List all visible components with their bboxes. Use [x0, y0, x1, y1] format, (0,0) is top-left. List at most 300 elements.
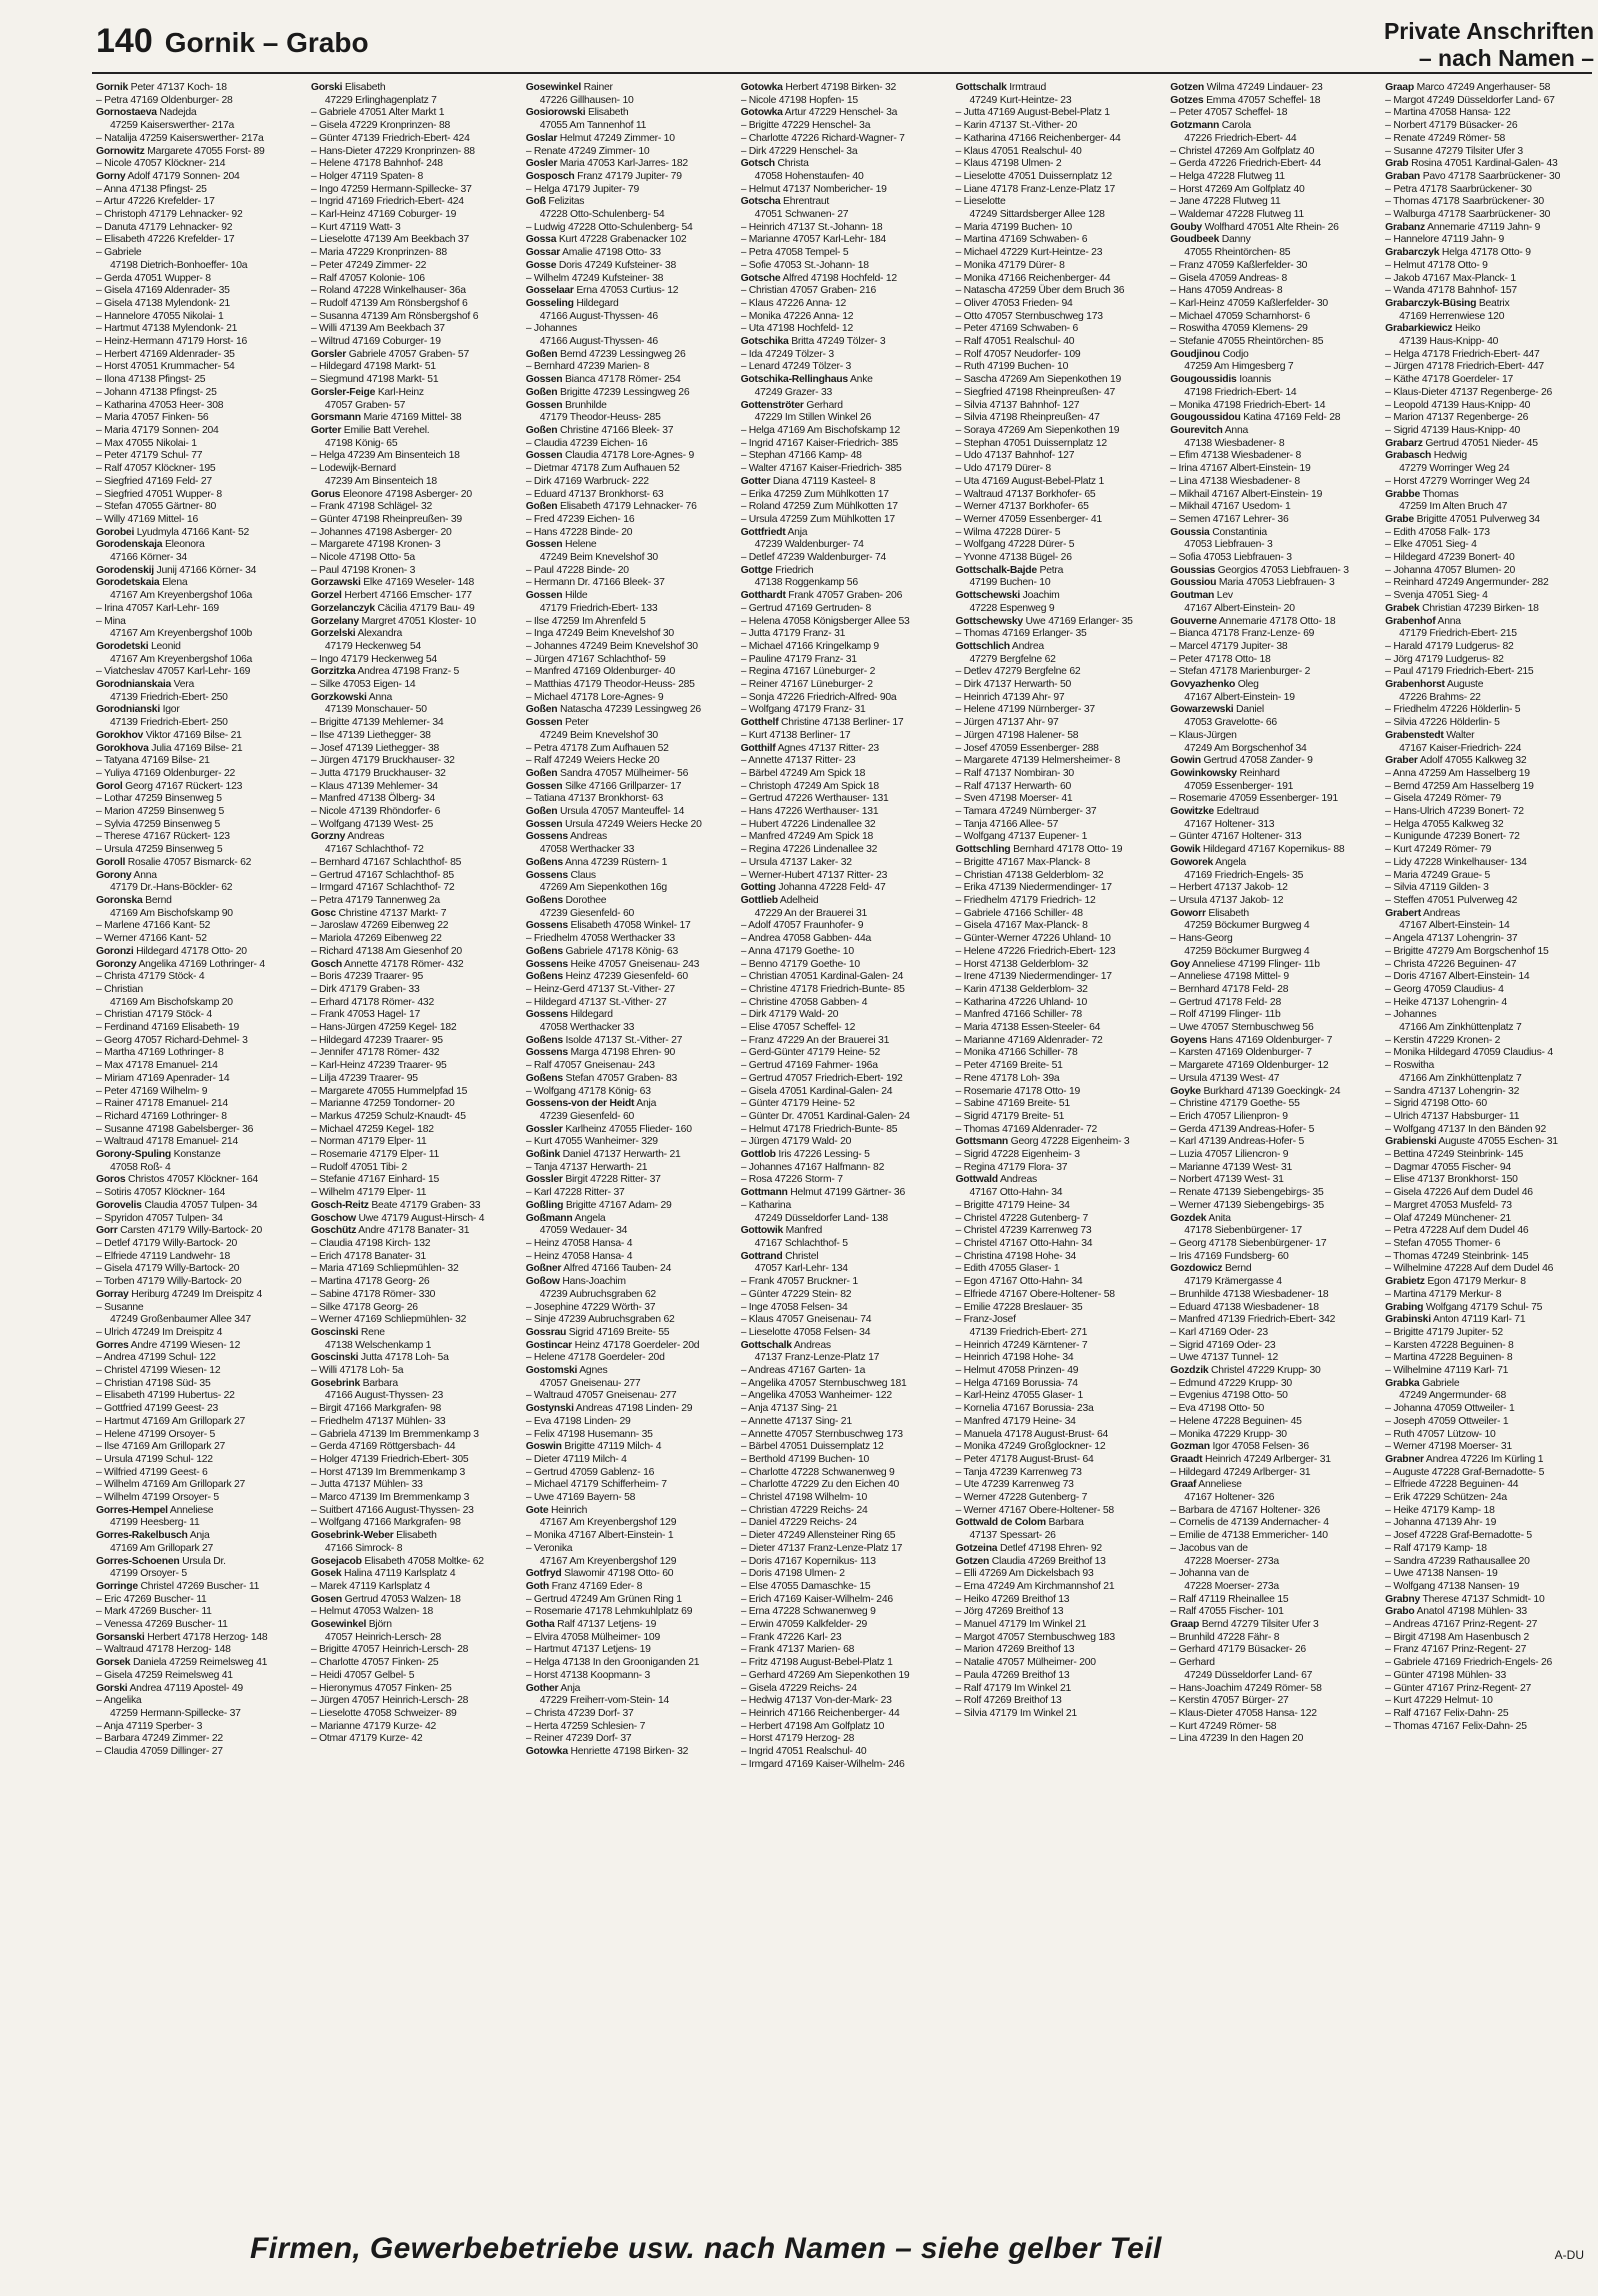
entry-details: – Thomas 47167 Felix-Dahn- 25: [1385, 1720, 1527, 1732]
directory-entry: [311, 857, 520, 870]
entry-details: – Harald 47179 Ludgerus- 82: [1385, 640, 1514, 652]
directory-entry: [1385, 946, 1594, 959]
directory-entry: [1385, 501, 1594, 514]
directory-entry: [1170, 717, 1379, 730]
directory-entry: [1170, 336, 1379, 349]
directory-entry: [311, 1543, 520, 1556]
directory-entry: [526, 819, 735, 832]
directory-entry: [1170, 349, 1379, 362]
entry-details: – Heiko 47269 Breithof 13: [955, 1593, 1070, 1605]
directory-entry: [1385, 1644, 1594, 1657]
entry-details: – Liane 47178 Franz-Lenze-Platz 17: [955, 183, 1116, 195]
entry-surname: Gorus: [310, 488, 341, 500]
entry-details: Rene: [360, 1326, 385, 1338]
entry-details: Beate 47179 Graben- 33: [371, 1199, 481, 1211]
directory-entry: [741, 387, 950, 400]
entry-details: Wilma 47249 Lindauer- 23: [1206, 82, 1323, 93]
directory-entry: [1170, 1187, 1379, 1200]
entry-details: Anja: [560, 1682, 581, 1694]
directory-entry: [526, 463, 735, 476]
entry-details: 47167 Am Kreyenbergshof 129: [539, 1517, 677, 1529]
entry-details: – Helmut 47058 Prinzen- 49: [955, 1365, 1079, 1377]
entry-details: Andreas: [1423, 907, 1460, 919]
directory-entry: [955, 946, 1164, 959]
entry-surname: Gottschewski: [955, 590, 1020, 602]
entry-details: – Oliver 47053 Frieden- 94: [955, 297, 1073, 309]
directory-entry: [955, 1047, 1164, 1060]
entry-surname: Goslar: [525, 132, 558, 144]
directory-entry: [741, 1378, 950, 1391]
directory-entry: [1170, 743, 1379, 756]
entry-details: – Wolfgang 47166 Markgrafen- 98: [310, 1517, 461, 1529]
directory-entry: [96, 196, 305, 209]
entry-details: 47228 Moerser- 273a: [1184, 1580, 1279, 1592]
entry-details: – Barbara de 47167 Holtener- 326: [1170, 1504, 1320, 1516]
directory-entry: [96, 1378, 305, 1391]
entry-details: 47169 Herrenwiese 120: [1399, 310, 1505, 322]
directory-entry: [311, 806, 520, 819]
directory-entry: [1170, 755, 1379, 768]
directory-entry: [741, 247, 950, 260]
directory-entry: [955, 997, 1164, 1010]
entry-details: – Bernhard 47178 Feld- 28: [1170, 983, 1289, 995]
entry-details: – Leopold 47139 Haus-Knipp- 40: [1385, 399, 1531, 411]
directory-entry: [96, 1479, 305, 1492]
entry-surname: Gosposch: [525, 170, 575, 182]
directory-entry: [526, 1670, 735, 1683]
directory-entry: [311, 1721, 520, 1734]
directory-entry: [311, 1035, 520, 1048]
entry-details: Angela: [1215, 856, 1246, 868]
entry-details: – Gisela 47229 Reichs- 24: [740, 1682, 857, 1694]
entry-details: – Elise 47057 Scheffel- 12: [740, 1022, 856, 1034]
directory-entry: [955, 1213, 1164, 1226]
entry-details: 47057 Graben- 57: [324, 399, 406, 411]
directory-entry: [955, 425, 1164, 438]
directory-entry: [526, 1162, 735, 1175]
directory-entry: [311, 1644, 520, 1657]
directory-entry: [1170, 1454, 1379, 1467]
entry-details: – Boris 47239 Traarer- 95: [310, 971, 424, 983]
directory-entry: [1170, 806, 1379, 819]
directory-entry: [96, 1733, 305, 1746]
directory-entry: [1170, 146, 1379, 159]
directory-entry: [741, 1543, 950, 1556]
entry-details: Igor 47058 Felsen- 36: [1212, 1441, 1309, 1453]
entry-details: 47179 Theodor-Heuss- 285: [539, 412, 661, 424]
directory-entry: [955, 920, 1164, 933]
directory-entry: [741, 234, 950, 247]
directory-entry: [526, 1327, 735, 1340]
entry-details: – Inga 47249 Beim Knevelshof 30: [525, 628, 674, 640]
directory-entry: [741, 1136, 950, 1149]
directory-entry: [526, 1429, 735, 1442]
entry-details: – Herbert 47169 Aldenrader- 35: [96, 348, 235, 360]
directory-entry: [526, 730, 735, 743]
entry-surname: Gorzelany: [310, 615, 359, 627]
entry-details: – Therese 47167 Rückert- 123: [96, 831, 230, 843]
entry-details: – Marion 47269 Breithof 13: [955, 1644, 1075, 1656]
entry-details: Anita: [1208, 1212, 1231, 1224]
entry-details: Daniela 47259 Reimelsweg 41: [132, 1657, 268, 1669]
entry-surname: Grabarz: [1385, 437, 1423, 449]
entry-details: – Karl-Heinz 47055 Glaser- 1: [955, 1390, 1084, 1402]
entry-details: 47199 Heesberg- 11: [110, 1517, 200, 1529]
directory-entry: [1385, 1632, 1594, 1645]
entry-details: 47167 Am Kreyenbergshof 106a: [110, 590, 253, 602]
directory-entry: [1170, 1035, 1379, 1048]
entry-details: 47166 Am Zinkhüttenplatz 7: [1399, 1022, 1522, 1034]
entry-details: – Marianne 47179 Kurze- 42: [310, 1720, 437, 1732]
directory-entry: [955, 1657, 1164, 1670]
entry-details: – Frank 47053 Hagel- 17: [310, 1009, 421, 1021]
entry-details: – Marek 47119 Karlsplatz 4: [310, 1580, 431, 1592]
entry-details: – Werner 47228 Gutenberg- 7: [955, 1492, 1088, 1504]
directory-entry: [1385, 1568, 1594, 1581]
directory-entry: [741, 514, 950, 527]
directory-entry: [955, 1670, 1164, 1683]
entry-surname: Goudbeek: [1170, 234, 1220, 246]
entry-details: – Rene 47178 Loh- 39a: [955, 1072, 1060, 1084]
listing-column-1: [96, 82, 305, 2224]
entry-surname: Gourevitch: [1170, 424, 1223, 436]
entry-surname: Gossler: [525, 1174, 563, 1186]
entry-surname: Goßens: [525, 971, 563, 983]
directory-entry: [955, 933, 1164, 946]
entry-details: – Siegfried 47169 Feld- 27: [96, 475, 212, 487]
entry-details: Helene: [564, 539, 597, 551]
directory-entry: [1385, 1441, 1594, 1454]
directory-entry: [526, 349, 735, 362]
entry-details: Franz 47169 Eder- 8: [551, 1580, 643, 1592]
entry-details: – Christa 47226 Beguinen- 47: [1385, 958, 1517, 970]
directory-entry: [1170, 1733, 1379, 1746]
entry-details: – Fritz 47198 August-Bebel-Platz 1: [740, 1657, 893, 1669]
entry-details: – Hans 47059 Andreas- 8: [1170, 285, 1283, 297]
entry-surname: Goussia: [1170, 526, 1210, 538]
directory-entry: [96, 1543, 305, 1556]
directory-entry: [741, 285, 950, 298]
directory-entry: [955, 158, 1164, 171]
entry-surname: Goronska: [96, 895, 143, 906]
directory-entry: [741, 1759, 950, 1772]
entry-surname: Goros: [96, 1174, 126, 1186]
entry-surname: Gossens: [525, 1009, 568, 1021]
directory-entry: [1170, 247, 1379, 260]
directory-entry: [955, 247, 1164, 260]
directory-entry: [1385, 1530, 1594, 1543]
directory-entry: [955, 1606, 1164, 1619]
directory-entry: [1385, 1594, 1594, 1607]
entry-details: 47239 Giesenfeld- 60: [539, 1110, 635, 1122]
entry-details: – Regina 47226 Lindenallee 32: [740, 844, 878, 856]
entry-details: – Kurt 47249 Römer- 58: [1170, 1720, 1277, 1732]
directory-entry: [526, 95, 735, 108]
directory-entry: [96, 603, 305, 616]
entry-details: Anneliese: [1198, 1479, 1242, 1491]
entry-details: 47229 Erlinghagenplatz 7: [324, 94, 437, 106]
entry-surname: Gotsche: [740, 272, 781, 284]
directory-entry: [311, 514, 520, 527]
entry-details: – Christel 47167 Otto-Hahn- 34: [955, 1237, 1093, 1249]
entry-details: Birgit 47228 Ritter- 37: [565, 1174, 661, 1186]
directory-entry: [311, 641, 520, 654]
directory-entry: [1385, 844, 1594, 857]
entry-details: – Ralf 47167 Felix-Dahn- 25: [1385, 1708, 1509, 1719]
directory-entry: [741, 539, 950, 552]
directory-entry: [311, 1416, 520, 1429]
directory-entry: [955, 1454, 1164, 1467]
directory-entry: [311, 920, 520, 933]
directory-entry: [311, 908, 520, 921]
directory-entry: [955, 577, 1164, 590]
entry-details: Anja: [189, 1530, 210, 1542]
entry-surname: Gotowka: [525, 1746, 568, 1758]
directory-entry: [311, 793, 520, 806]
directory-entry: [526, 273, 735, 286]
directory-entry: [311, 755, 520, 768]
entry-details: Bianca 47178 Römer- 254: [564, 374, 681, 386]
entry-details: – Claudia 47239 Eichen- 16: [525, 437, 648, 449]
entry-surname: Goßen: [525, 386, 558, 398]
directory-entry: [1385, 82, 1594, 95]
directory-entry: [311, 717, 520, 730]
entry-details: – Tamara 47249 Nürnberger- 37: [955, 806, 1097, 818]
directory-entry: [96, 1314, 305, 1327]
entry-details: – Dirk 47169 Warbruck- 222: [525, 475, 649, 487]
entry-details: – Erika 47139 Niedermendinger- 17: [955, 882, 1112, 894]
entry-details: – Sascha 47269 Am Siepenkothen 19: [955, 374, 1122, 386]
entry-details: – Helga 47138 In den Grooniganden 21: [525, 1657, 700, 1669]
directory-entry: [311, 222, 520, 235]
entry-details: Hildegard 47178 Otto- 20: [136, 945, 247, 957]
entry-details: – Heinrich 47198 Hohe- 34: [955, 1352, 1074, 1364]
directory-entry: [311, 450, 520, 463]
directory-entry: [526, 514, 735, 527]
entry-details: – Regina 47167 Lüneburger- 2: [740, 666, 876, 678]
entry-details: 47167 Am Kreyenbergshof 129: [539, 1555, 677, 1567]
directory-entry: [311, 527, 520, 540]
entry-details: 47279 Bergfelne 62: [969, 653, 1056, 665]
entry-details: – Wilhelmine 47228 Auf dem Dudel 46: [1385, 1263, 1554, 1275]
directory-entry: [1170, 400, 1379, 413]
entry-details: – Elisabeth 47199 Hubertus- 22: [96, 1390, 235, 1402]
entry-details: Adolf 47055 Kalkweg 32: [1419, 755, 1527, 767]
directory-entry: [1170, 1352, 1379, 1365]
entry-surname: Gotthelf: [740, 717, 779, 729]
directory-entry: [311, 1517, 520, 1530]
directory-entry: [955, 590, 1164, 603]
directory-entry: [1170, 679, 1379, 692]
entry-details: – Edith 47055 Glaser- 1: [955, 1263, 1060, 1275]
entry-details: – Detlef 47239 Waldenburger- 74: [740, 552, 887, 564]
directory-entry: [741, 1225, 950, 1238]
directory-entry: [311, 311, 520, 324]
directory-entry: [311, 171, 520, 184]
entry-details: – Karl 47228 Ritter- 37: [525, 1187, 625, 1199]
entry-details: Andrea 47226 Im Kürling 1: [1425, 1453, 1544, 1465]
directory-entry: [311, 1124, 520, 1137]
entry-details: – Gabriele 47051 Alter Markt 1: [310, 107, 445, 119]
directory-entry: [741, 679, 950, 692]
directory-entry: [741, 1695, 950, 1708]
entry-details: 47057 Gneisenau- 277: [539, 1377, 641, 1389]
entry-details: – Ursula 47199 Schul- 122: [96, 1453, 213, 1465]
directory-entry: [1385, 539, 1594, 552]
directory-entry: [526, 285, 735, 298]
entry-details: – Doris 47167 Albert-Einstein- 14: [1385, 971, 1530, 983]
directory-entry: [741, 1213, 950, 1226]
directory-entry: [526, 400, 735, 413]
entry-details: 47167 Albert-Einstein- 19: [1184, 691, 1295, 703]
entry-surname: Gozdowicz: [1170, 1263, 1223, 1275]
directory-entry: [1170, 1505, 1379, 1518]
directory-entry: [526, 1479, 735, 1492]
entry-details: – Lieselotte 47058 Schweizer- 89: [310, 1708, 457, 1719]
directory-entry: [526, 590, 735, 603]
directory-entry: [1170, 1403, 1379, 1416]
directory-entry: [96, 882, 305, 895]
directory-entry: [526, 577, 735, 590]
directory-entry: [741, 1352, 950, 1365]
directory-entry: [1170, 959, 1379, 972]
directory-entry: [741, 260, 950, 273]
directory-entry: [1385, 679, 1594, 692]
entry-details: – Tatiana 47137 Bronkhorst- 63: [525, 793, 664, 805]
entry-details: – Christina 47198 Hohe- 34: [955, 1250, 1077, 1262]
directory-entry: [1170, 984, 1379, 997]
directory-entry: [1385, 184, 1594, 197]
directory-entry: [96, 666, 305, 679]
entry-details: – Berthold 47199 Buchen- 10: [740, 1453, 870, 1465]
entry-details: 47167 Schlachthof- 72: [324, 844, 424, 856]
entry-details: Ursula 47057 Manteuffel- 14: [560, 806, 685, 818]
entry-surname: Grabarczyk: [1385, 247, 1440, 259]
directory-entry: [1385, 133, 1594, 146]
entry-details: Elisabeth 47058 Winkel- 17: [570, 920, 691, 932]
directory-entry: [311, 819, 520, 832]
entry-details: Slawomir 47198 Otto- 60: [564, 1568, 674, 1580]
directory-entry: [1170, 273, 1379, 286]
directory-entry: [526, 1632, 735, 1645]
entry-surname: Gorodenskij: [96, 564, 154, 576]
entry-details: – Werner 47137 Borkhofer- 65: [955, 501, 1089, 513]
entry-details: Elisabeth 47058 Moltke- 62: [364, 1555, 484, 1567]
entry-details: – Martha 47169 Lothringer- 8: [96, 1047, 224, 1059]
entry-details: 47269 Am Siepenkothen 16g: [539, 882, 667, 894]
entry-details: – Claudia 47198 Kirch- 132: [310, 1237, 431, 1249]
directory-entry: [1170, 438, 1379, 451]
directory-entry: [1385, 1174, 1594, 1187]
directory-entry: [96, 628, 305, 641]
entry-details: – Wiltrud 47169 Coburger- 19: [310, 336, 441, 348]
footer-note: Firmen, Gewerbebetriebe usw. nach Namen – siehe gelber Teil: [250, 2232, 1162, 2265]
directory-entry: [96, 1429, 305, 1442]
entry-surname: Goschow: [310, 1212, 356, 1224]
entry-details: – Andreas 47167 Prinz-Regent- 27: [1385, 1619, 1538, 1631]
entry-details: 47179 Dr.-Hans-Böckler- 62: [110, 882, 233, 894]
entry-details: – Johanna van de: [1170, 1568, 1249, 1580]
entry-details: 47167 Am Kreyenbergshof 106a: [110, 653, 253, 665]
entry-details: – Mark 47269 Buscher- 11: [96, 1606, 212, 1618]
entry-details: – Klaus 47198 Ulmen- 2: [955, 158, 1062, 170]
entry-details: – Manfred 47179 Heine- 34: [955, 1415, 1076, 1427]
entry-surname: Grabinski: [1385, 1314, 1431, 1326]
entry-details: Eleonore 47198 Asberger- 20: [342, 488, 472, 500]
directory-entry: [311, 1213, 520, 1226]
directory-entry: [96, 565, 305, 578]
directory-entry: [1170, 704, 1379, 717]
directory-entry: [741, 997, 950, 1010]
entry-details: – Gisela 47138 Mylendonk- 21: [96, 297, 230, 309]
entry-details: – Ida 47249 Tölzer- 3: [740, 348, 834, 360]
directory-entry: [526, 133, 735, 146]
entry-surname: Gossen: [525, 539, 563, 551]
directory-entry: [311, 1060, 520, 1073]
entry-details: – Bianca 47178 Franz-Lenze- 69: [1170, 628, 1315, 640]
directory-entry: [1385, 616, 1594, 629]
entry-details: – Marianne 47139 West- 31: [1170, 1161, 1293, 1173]
entry-surname: Gorzel: [310, 590, 342, 602]
entry-details: – Markus 47259 Schulz-Knaudt- 45: [310, 1110, 466, 1122]
entry-details: Claudia 47057 Tulpen- 34: [144, 1199, 258, 1211]
entry-details: – Marianne 47169 Aldenrader- 72: [955, 1034, 1103, 1046]
entry-surname: Gosseling: [525, 297, 574, 309]
directory-entry: [741, 1530, 950, 1543]
directory-entry: [741, 552, 950, 565]
directory-entry: [1170, 1721, 1379, 1734]
directory-entry: [311, 933, 520, 946]
entry-details: Joachim: [1022, 590, 1060, 602]
entry-details: – Doris 47198 Ulmen- 2: [740, 1568, 845, 1580]
directory-entry: [96, 717, 305, 730]
directory-entry: [526, 1441, 735, 1454]
entry-details: 47139 Monschauer- 50: [324, 704, 427, 716]
entry-surname: Grabenhorst: [1385, 679, 1445, 691]
entry-surname: Gotfryd: [525, 1568, 562, 1580]
entry-details: – Sotiris 47057 Klöckner- 164: [96, 1187, 226, 1199]
entry-surname: Goronzi: [96, 945, 134, 957]
entry-details: 47167 Kaiser-Friedrich- 224: [1399, 742, 1522, 754]
entry-surname: Gottge: [740, 564, 773, 576]
directory-entry: [96, 1009, 305, 1022]
directory-entry: [1170, 171, 1379, 184]
entry-details: Gabriele 47057 Graben- 57: [348, 348, 469, 360]
entry-details: 47169 Am Bischofskamp 90: [110, 907, 233, 919]
entry-details: – Sofie 47053 St.-Johann- 18: [740, 259, 869, 271]
entry-details: – Georg 47059 Claudius- 4: [1385, 983, 1504, 995]
directory-entry: [741, 946, 950, 959]
directory-entry: [311, 1327, 520, 1340]
entry-details: Rainer: [583, 82, 613, 93]
directory-entry: [1170, 209, 1379, 222]
entry-details: – Hartmut 47138 Mylendonk- 21: [96, 323, 238, 335]
directory-entry: [311, 1568, 520, 1581]
directory-entry: [1170, 603, 1379, 616]
directory-entry: [526, 641, 735, 654]
entry-details: Brigitte 47239 Lessingweg 26: [560, 386, 690, 398]
directory-entry: [955, 107, 1164, 120]
entry-details: – Rosa 47226 Storm- 7: [740, 1174, 843, 1186]
entry-details: – Willy 47169 Mittel- 16: [96, 513, 198, 525]
entry-details: – Ralf 47249 Weiers Hecke 20: [525, 755, 660, 767]
entry-details: – Silvia 47119 Gilden- 3: [1385, 882, 1489, 894]
entry-details: – Peter 47169 Wilhelm- 9: [96, 1085, 208, 1097]
entry-details: – Heinrich 47166 Reichenberger- 44: [740, 1708, 900, 1719]
directory-entry: [96, 590, 305, 603]
directory-entry: [311, 1302, 520, 1315]
directory-entry: [1170, 1378, 1379, 1391]
